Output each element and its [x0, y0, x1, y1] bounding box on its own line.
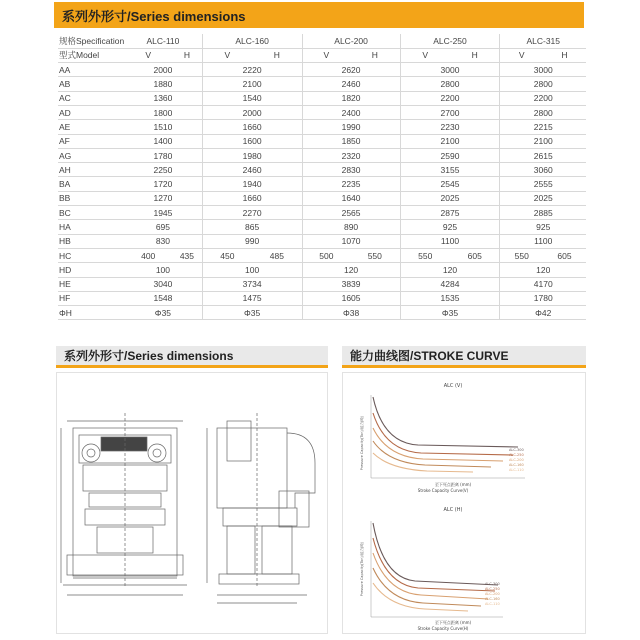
chart-h-legend-item: ALC-160 — [485, 597, 500, 601]
model-heading: ALC-315 — [500, 34, 586, 48]
stroke-panel-title: 能力曲线图/STROKE CURVE — [350, 349, 509, 363]
spec-cell: Φ35 — [400, 306, 500, 320]
chart-h-legend-item: ALC-300 — [485, 582, 500, 586]
spec-cell: 1605 — [302, 291, 400, 305]
spec-cell: 1660 — [202, 120, 302, 134]
spec-row — [58, 120, 586, 134]
chart-v-legend-item: ALC-300 — [509, 448, 524, 452]
spec-table — [58, 34, 586, 320]
spec-cell-h: 550 — [350, 248, 400, 262]
spec-cell: 1980 — [202, 148, 302, 162]
spec-cell: 120 — [500, 263, 586, 277]
row-label: BC — [58, 206, 124, 220]
spec-cell: 2000 — [202, 105, 302, 119]
dimensions-panel-title: 系列外形寸/Series dimensions — [64, 349, 234, 363]
stroke-curve-box — [342, 372, 586, 634]
spec-header-row — [58, 34, 586, 48]
chart-v-yaxis-label: Pressure Capacity(Ton)/能力(吨) — [360, 415, 364, 471]
stroke-curve-svg — [343, 373, 587, 635]
spec-row — [58, 306, 586, 320]
spec-cell: 120 — [302, 263, 400, 277]
spec-cell: 1600 — [202, 134, 302, 148]
spec-cell: 1990 — [302, 120, 400, 134]
chart-h-legend-item: ALC-250 — [485, 587, 500, 591]
spec-cell: 3060 — [500, 163, 586, 177]
spec-cell: 865 — [202, 220, 302, 234]
spec-cell: 830 — [124, 234, 202, 248]
spec-cell: 890 — [302, 220, 400, 234]
spec-cell-v: 550 — [500, 248, 543, 262]
h-heading: H — [172, 48, 202, 62]
spec-cell-v: 500 — [302, 248, 350, 262]
chart-h-title: ALC (H) — [443, 507, 463, 513]
spec-cell: 2320 — [302, 148, 400, 162]
stroke-panel-header — [342, 346, 586, 368]
spec-cell: 2100 — [400, 134, 500, 148]
spec-cell: 1548 — [124, 291, 202, 305]
row-label: AB — [58, 77, 124, 91]
spec-cell: 1780 — [124, 148, 202, 162]
chart-v-title: ALC (V) — [443, 383, 463, 389]
spec-cell-h: 605 — [543, 248, 586, 262]
model-heading: ALC-250 — [400, 34, 500, 48]
spec-cell-h: 605 — [450, 248, 500, 262]
spec-cell: 2885 — [500, 206, 586, 220]
spec-row — [58, 63, 586, 77]
spec-cell: 1660 — [202, 191, 302, 205]
spec-cell: 2200 — [400, 91, 500, 105]
chart-v-legend-item: ALC-110 — [509, 468, 524, 472]
h-heading: H — [543, 48, 586, 62]
spec-cell: 100 — [202, 263, 302, 277]
spec-cell: Φ35 — [124, 306, 202, 320]
spec-cell: 2215 — [500, 120, 586, 134]
row-label: HD — [58, 263, 124, 277]
spec-cell: 2800 — [500, 77, 586, 91]
dimensions-drawing-box — [56, 372, 328, 634]
chart-v-legend-item: ALC-200 — [509, 458, 524, 462]
spec-cell: 1940 — [202, 177, 302, 191]
spec-row — [58, 77, 586, 91]
spec-cell: 1535 — [400, 291, 500, 305]
spec-cell: 1820 — [302, 91, 400, 105]
chart-v-xlabel: Stroke Capacity Curve(V) — [417, 488, 469, 493]
spec-cell: 3000 — [400, 63, 500, 77]
spec-cell: 2220 — [202, 63, 302, 77]
spec-cell: 3155 — [400, 163, 500, 177]
v-heading: V — [302, 48, 350, 62]
spec-cell: 1070 — [302, 234, 400, 248]
spec-cell: 1400 — [124, 134, 202, 148]
spec-cell: 2400 — [302, 105, 400, 119]
h-heading: H — [252, 48, 302, 62]
chart-h-yaxis-label: Pressure Capacity(Ton)/能力(吨) — [360, 541, 364, 597]
spec-cell: 1100 — [400, 234, 500, 248]
spec-row — [58, 134, 586, 148]
spec-cell: 2590 — [400, 148, 500, 162]
row-label: AD — [58, 105, 124, 119]
spec-cell: 925 — [500, 220, 586, 234]
spec-cell: 2025 — [400, 191, 500, 205]
row-label: AE — [58, 120, 124, 134]
spec-cell: 2460 — [302, 77, 400, 91]
spec-cell: 2830 — [302, 163, 400, 177]
spec-cell: 2545 — [400, 177, 500, 191]
spec-cell: 1360 — [124, 91, 202, 105]
spec-cell: 4170 — [500, 277, 586, 291]
spec-cell: 2025 — [500, 191, 586, 205]
spec-cell: 2460 — [202, 163, 302, 177]
row-label: BA — [58, 177, 124, 191]
spec-cell: 3734 — [202, 277, 302, 291]
row-label: HE — [58, 277, 124, 291]
spec-row — [58, 177, 586, 191]
spec-cell: 1780 — [500, 291, 586, 305]
spec-cell: 2555 — [500, 177, 586, 191]
spec-cell: 695 — [124, 220, 202, 234]
spec-row — [58, 163, 586, 177]
spec-cell: 2565 — [302, 206, 400, 220]
spec-row — [58, 91, 586, 105]
spec-cell: 2200 — [500, 91, 586, 105]
row-label: ΦH — [58, 306, 124, 320]
spec-row — [58, 291, 586, 305]
spec-cell: 4284 — [400, 277, 500, 291]
model-heading: ALC-200 — [302, 34, 400, 48]
spec-cell: 1100 — [500, 234, 586, 248]
spec-row — [58, 234, 586, 248]
v-heading: V — [124, 48, 172, 62]
row-label: BB — [58, 191, 124, 205]
spec-row — [58, 220, 586, 234]
model-label: 型式Model — [58, 48, 124, 62]
spec-cell: 1720 — [124, 177, 202, 191]
row-label: AA — [58, 63, 124, 77]
spec-cell: 3000 — [500, 63, 586, 77]
chart-h-xlabel: Stroke Capacity Curve(H) — [417, 626, 469, 631]
spec-row — [58, 206, 586, 220]
spec-row — [58, 263, 586, 277]
spec-cell: 990 — [202, 234, 302, 248]
v-heading: V — [500, 48, 543, 62]
row-label: AH — [58, 163, 124, 177]
spec-label: 规格Specification — [58, 34, 124, 48]
spec-row — [58, 277, 586, 291]
chart-v-xaxis-cn: 至下死点距离 (mm) — [434, 482, 472, 487]
spec-cell: 2800 — [400, 77, 500, 91]
section-title: 系列外形寸/Series dimensions — [62, 8, 246, 24]
spec-cell: 1475 — [202, 291, 302, 305]
spec-cell: Φ38 — [302, 306, 400, 320]
row-label: AC — [58, 91, 124, 105]
v-heading: V — [202, 48, 252, 62]
spec-cell: 3839 — [302, 277, 400, 291]
spec-cell-v: 450 — [202, 248, 252, 262]
spec-cell: 120 — [400, 263, 500, 277]
press-machine-drawing — [57, 373, 329, 635]
spec-cell-v: 400 — [124, 248, 172, 262]
spec-cell-h: 485 — [252, 248, 302, 262]
dimensions-panel-header — [56, 346, 328, 368]
row-label: HB — [58, 234, 124, 248]
row-label: AG — [58, 148, 124, 162]
spec-cell: 1945 — [124, 206, 202, 220]
spec-cell: 1270 — [124, 191, 202, 205]
spec-row — [58, 148, 586, 162]
spec-cell: 2620 — [302, 63, 400, 77]
model-heading: ALC-160 — [202, 34, 302, 48]
spec-cell: Φ35 — [202, 306, 302, 320]
chart-h-legend-item: ALC-200 — [485, 592, 500, 596]
spec-cell-h: 435 — [172, 248, 202, 262]
h-heading: H — [450, 48, 500, 62]
v-heading: V — [400, 48, 450, 62]
spec-cell: 925 — [400, 220, 500, 234]
row-label: HF — [58, 291, 124, 305]
spec-cell: 2000 — [124, 63, 202, 77]
spec-cell: 2800 — [500, 105, 586, 119]
spec-cell: 2700 — [400, 105, 500, 119]
spec-cell: 2615 — [500, 148, 586, 162]
spec-cell: 2270 — [202, 206, 302, 220]
spec-cell: 2230 — [400, 120, 500, 134]
spec-cell: 1880 — [124, 77, 202, 91]
spec-cell: 2250 — [124, 163, 202, 177]
chart-v-legend-item: ALC-250 — [509, 453, 524, 457]
spec-cell: Φ42 — [500, 306, 586, 320]
spec-row — [58, 248, 586, 262]
spec-cell: 100 — [124, 263, 202, 277]
spec-cell: 1850 — [302, 134, 400, 148]
row-label: HC — [58, 248, 124, 262]
spec-cell: 2875 — [400, 206, 500, 220]
section-header-bar — [54, 2, 584, 28]
spec-cell: 1510 — [124, 120, 202, 134]
spec-row — [58, 191, 586, 205]
spec-cell-v: 550 — [400, 248, 450, 262]
model-heading: ALC-110 — [124, 34, 202, 48]
row-label: HA — [58, 220, 124, 234]
spec-vh-row — [58, 48, 586, 62]
spec-row — [58, 105, 586, 119]
spec-cell: 2100 — [202, 77, 302, 91]
spec-cell: 3040 — [124, 277, 202, 291]
spec-cell: 2235 — [302, 177, 400, 191]
spec-cell: 2100 — [500, 134, 586, 148]
h-heading: H — [350, 48, 400, 62]
spec-cell: 1640 — [302, 191, 400, 205]
spec-cell: 1540 — [202, 91, 302, 105]
chart-h-xaxis-cn: 至下死点距离 (mm) — [434, 620, 472, 625]
row-label: AF — [58, 134, 124, 148]
chart-v-legend-item: ALC-160 — [509, 463, 524, 467]
spec-cell: 1800 — [124, 105, 202, 119]
chart-h-legend-item: ALC-110 — [485, 602, 500, 606]
